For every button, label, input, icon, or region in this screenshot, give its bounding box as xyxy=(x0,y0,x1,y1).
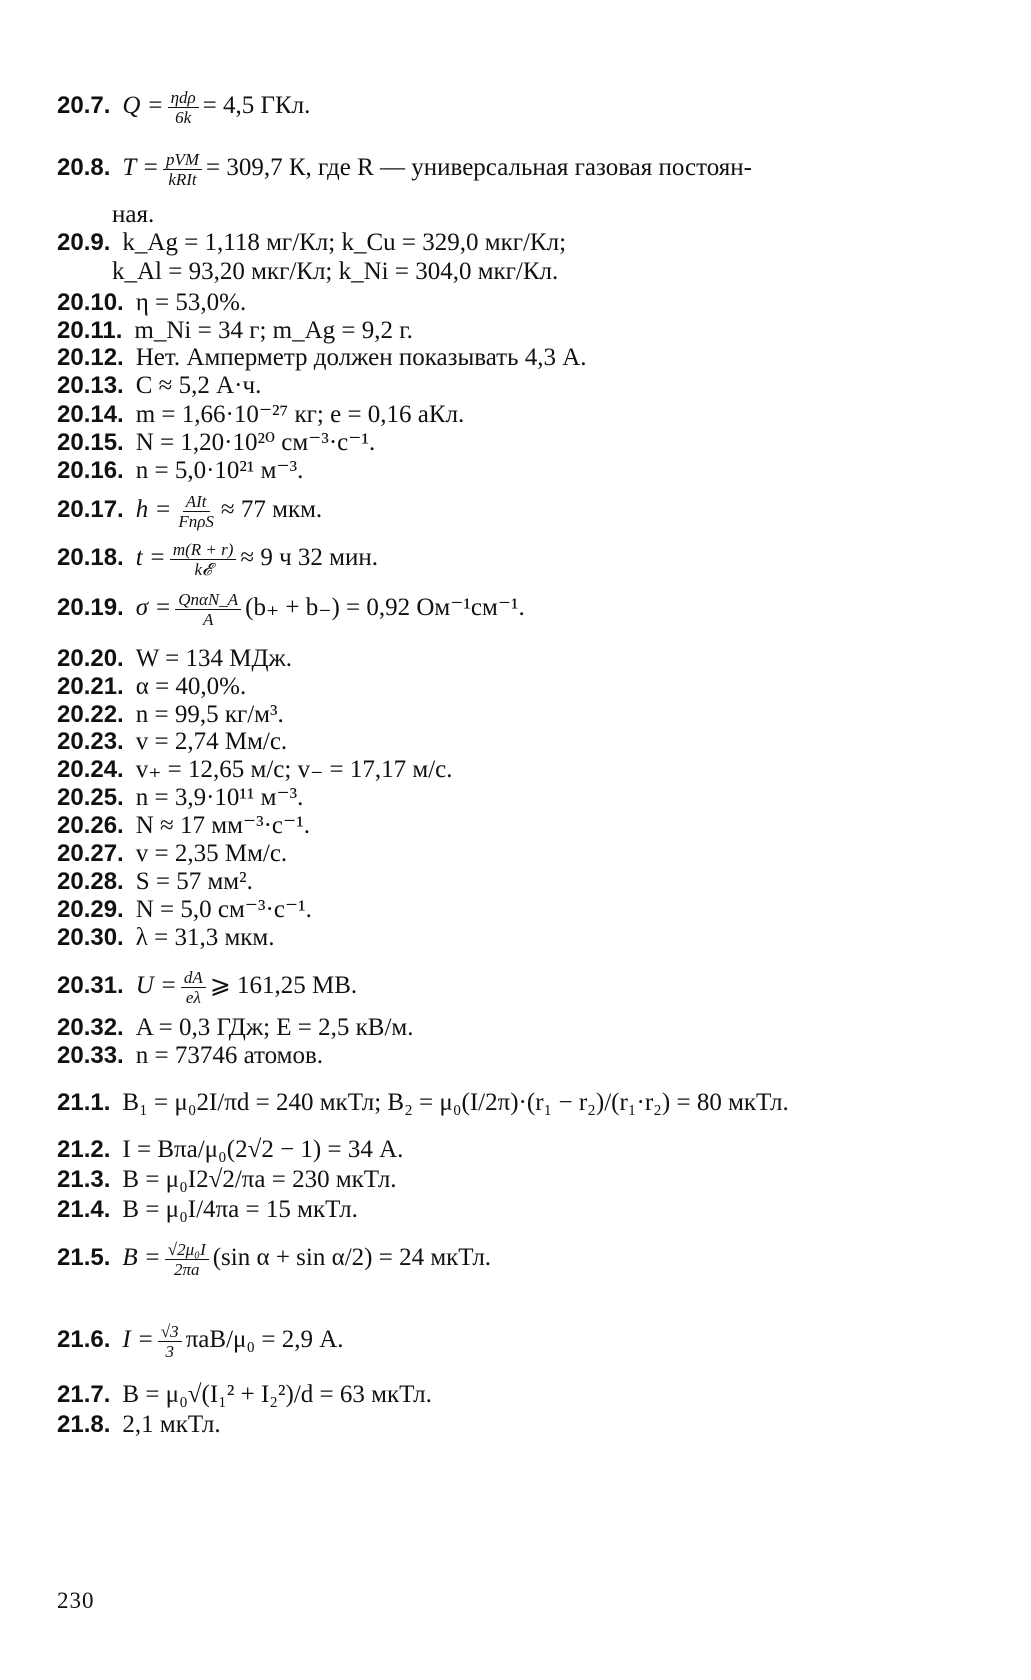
formula-result: ≈ 9 ч 32 мин. xyxy=(240,544,379,572)
formula-result: ⩾ 161,25 МВ. xyxy=(209,972,358,1000)
answer-number: 20.9. xyxy=(57,229,111,256)
formula-result: πaB/μ₀ = 2,9 А. xyxy=(185,1326,344,1354)
answer-number: 20.7. xyxy=(57,92,111,120)
answer-number: 20.16. xyxy=(57,457,124,484)
page-number: 230 xyxy=(57,1588,95,1613)
answer-line xyxy=(57,727,287,757)
answer-line xyxy=(57,150,752,189)
fraction xyxy=(165,1240,209,1279)
formula-lhs: h = xyxy=(135,496,172,524)
answer-line xyxy=(57,895,312,925)
answer-text: m = 1,66·10⁻²⁷ кг; e = 0,16 аКл. xyxy=(135,401,465,428)
answer-line xyxy=(57,1041,323,1071)
answer-number: 20.8. xyxy=(57,154,111,182)
fraction-numerator: QnαN_A xyxy=(175,590,241,610)
answer-text: v = 2,74 Мм/с. xyxy=(135,728,288,755)
answer-text: B = μ₀I2√2/πa = 230 мкТл. xyxy=(122,1166,397,1193)
answer-text: N = 5,0 см⁻³·с⁻¹. xyxy=(135,896,312,923)
fraction-numerator: AIt xyxy=(183,492,210,512)
answer-line xyxy=(57,644,292,674)
answer-number: 20.31. xyxy=(57,972,124,1000)
answer-number: 20.17. xyxy=(57,496,124,524)
answer-text: n = 5,0·10²¹ м⁻³. xyxy=(135,457,304,484)
answer-text: m_Ni = 34 г; m_Ag = 9,2 г. xyxy=(134,317,413,344)
answer-number: 21.3. xyxy=(57,1166,111,1193)
answer-number: 20.10. xyxy=(57,289,124,316)
fraction xyxy=(163,150,202,189)
answer-line xyxy=(57,867,253,897)
answer-line xyxy=(57,1165,397,1195)
answer-text: α = 40,0%. xyxy=(135,673,247,700)
answer-number: 20.13. xyxy=(57,372,124,399)
fraction-numerator: √3 xyxy=(158,1322,182,1342)
answer-text: 2,1 мкТл. xyxy=(122,1411,221,1438)
fraction-denominator: FnρS xyxy=(178,512,214,531)
answer-text: N = 1,20·10²⁰ см⁻³·с⁻¹. xyxy=(135,429,376,456)
answer-line xyxy=(57,590,525,629)
answer-line xyxy=(57,1410,221,1440)
answer-continuation: ная. xyxy=(112,201,155,228)
answer-text: S = 57 мм². xyxy=(135,868,253,895)
answer-number: 20.20. xyxy=(57,645,124,672)
formula-lhs: Q = xyxy=(122,92,164,120)
answer-line xyxy=(57,700,284,730)
answer-line xyxy=(57,923,275,953)
answer-number: 20.29. xyxy=(57,896,124,923)
answer-line xyxy=(57,968,357,1007)
answer-text: B = μ₀I/4πa = 15 мкТл. xyxy=(122,1196,358,1223)
answer-line xyxy=(57,428,375,458)
answer-number: 20.18. xyxy=(57,544,124,572)
answer-line xyxy=(57,540,378,579)
answer-text: C ≈ 5,2 А·ч. xyxy=(135,372,262,399)
fraction-denominator: k𝓔 xyxy=(194,560,212,579)
answer-line xyxy=(57,811,310,841)
answer-number: 20.23. xyxy=(57,728,124,755)
answer-line xyxy=(57,492,322,531)
fraction-denominator: 2πa xyxy=(174,1260,200,1279)
formula-result: = 4,5 ГКл. xyxy=(202,92,311,120)
fraction-denominator: 6k xyxy=(175,108,192,127)
formula-lhs: B = xyxy=(122,1244,161,1272)
answer-number: 21.2. xyxy=(57,1136,111,1163)
answer-line xyxy=(57,1195,358,1225)
answer-line xyxy=(57,456,303,486)
answer-line xyxy=(57,783,303,813)
formula-result: (b₊ + b₋) = 0,92 Ом⁻¹см⁻¹. xyxy=(245,594,525,622)
answer-number: 21.6. xyxy=(57,1326,111,1354)
answer-number: 21.5. xyxy=(57,1244,111,1272)
fraction-denominator: A xyxy=(202,610,214,629)
answer-line xyxy=(57,1013,414,1043)
answer-number: 21.8. xyxy=(57,1411,111,1438)
answer-text: λ = 31,3 мкм. xyxy=(135,924,275,951)
fraction-denominator: eλ xyxy=(185,988,201,1007)
answer-number: 20.19. xyxy=(57,594,124,622)
answer-line xyxy=(57,288,246,318)
formula-lhs: T = xyxy=(122,154,159,182)
answer-line xyxy=(57,400,464,430)
fraction-denominator: kRIt xyxy=(168,170,197,189)
fraction xyxy=(175,492,217,531)
fraction-numerator: √2μ₀I xyxy=(165,1240,209,1260)
fraction-numerator: m(R + r) xyxy=(170,540,237,560)
answer-number: 20.14. xyxy=(57,401,124,428)
answer-number: 20.15. xyxy=(57,429,124,456)
answer-line xyxy=(112,200,154,230)
answer-number: 20.26. xyxy=(57,812,124,839)
answer-text: N ≈ 17 мм⁻³·с⁻¹. xyxy=(135,812,310,839)
answer-number: 20.12. xyxy=(57,344,124,371)
answer-text: W = 134 МДж. xyxy=(135,645,293,672)
answer-number: 21.1. xyxy=(57,1089,111,1116)
fraction-numerator: ηdρ xyxy=(168,88,199,108)
fraction xyxy=(175,590,241,629)
answer-line xyxy=(57,371,261,401)
answer-text: Нет. Амперметр должен показывать 4,3 А. xyxy=(135,344,587,371)
answer-line xyxy=(57,1240,491,1279)
fraction xyxy=(181,968,206,1007)
formula-lhs: t = xyxy=(135,544,166,572)
answer-text: B₁ = μ₀2I/πd = 240 мкТл; B₂ = μ₀(I/2π)·(r₁ − r₂)/(r₁·r₂) = 80 мкТл. xyxy=(122,1089,789,1116)
answer-line xyxy=(57,228,566,258)
answer-continuation: k_Al = 93,20 мкг/Кл; k_Ni = 304,0 мкг/Кл. xyxy=(112,258,559,285)
answer-number: 20.28. xyxy=(57,868,124,895)
formula-result: = 309,7 К, где R — универсальная газовая постоян- xyxy=(206,154,752,182)
answer-text: B = μ₀√(I₁² + I₂²)/d = 63 мкТл. xyxy=(122,1381,432,1408)
fraction xyxy=(158,1322,182,1361)
fraction xyxy=(170,540,237,579)
answer-number: 20.32. xyxy=(57,1014,124,1041)
formula-lhs: I = xyxy=(122,1326,154,1354)
fraction-numerator: pVM xyxy=(163,150,202,170)
formula-result: ≈ 77 мкм. xyxy=(220,496,323,524)
answer-text: A = 0,3 ГДж; E = 2,5 кВ/м. xyxy=(135,1014,414,1041)
answer-text: n = 73746 атомов. xyxy=(135,1042,324,1069)
answer-line xyxy=(57,672,246,702)
answer-line xyxy=(57,1088,789,1118)
fraction-numerator: dA xyxy=(181,968,206,988)
answer-number: 20.21. xyxy=(57,673,124,700)
answer-line xyxy=(57,1380,432,1410)
answer-number: 20.27. xyxy=(57,840,124,867)
answer-text: n = 99,5 кг/м³. xyxy=(135,701,284,728)
answer-line xyxy=(57,755,453,785)
answer-line xyxy=(57,316,413,346)
answer-text: η = 53,0%. xyxy=(135,289,247,316)
answer-line xyxy=(57,1322,344,1361)
fraction xyxy=(168,88,199,127)
formula-lhs: U = xyxy=(135,972,177,1000)
answer-text: v₊ = 12,65 м/с; v₋ = 17,17 м/с. xyxy=(135,756,453,783)
answer-line xyxy=(112,257,558,287)
answer-line xyxy=(57,343,587,373)
formula-result: (sin α + sin α/2) = 24 мкТл. xyxy=(212,1244,492,1272)
fraction-denominator: 3 xyxy=(165,1342,175,1361)
answer-number: 20.33. xyxy=(57,1042,124,1069)
answer-number: 20.24. xyxy=(57,756,124,783)
answer-number: 20.22. xyxy=(57,701,124,728)
answer-line xyxy=(57,1135,403,1165)
answer-number: 21.7. xyxy=(57,1381,111,1408)
answer-line xyxy=(57,839,287,869)
answer-number: 20.11. xyxy=(57,317,123,344)
answer-line xyxy=(57,88,310,127)
answer-text: v = 2,35 Мм/с. xyxy=(135,840,288,867)
answer-text: n = 3,9·10¹¹ м⁻³. xyxy=(135,784,304,811)
answer-number: 20.25. xyxy=(57,784,124,811)
answer-number: 21.4. xyxy=(57,1196,111,1223)
answer-text: k_Ag = 1,118 мг/Кл; k_Cu = 329,0 мкг/Кл; xyxy=(122,229,567,256)
answer-text: I = Bπa/μ₀(2√2 − 1) = 34 А. xyxy=(122,1136,404,1163)
formula-lhs: σ = xyxy=(135,594,172,622)
answer-number: 20.30. xyxy=(57,924,124,951)
